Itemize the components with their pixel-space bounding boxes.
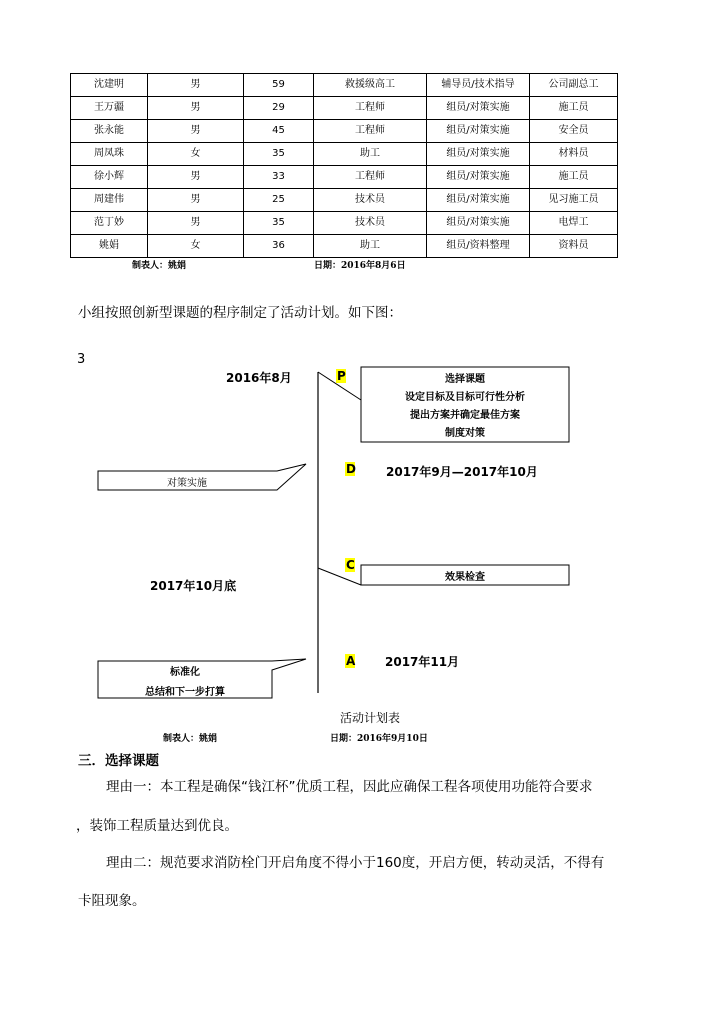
plan-title: 活动计划表 [340, 711, 401, 725]
member-gender-cell: 男 [148, 166, 244, 189]
member-age-cell: 25 [244, 189, 314, 212]
member-title-cell: 助工 [314, 143, 427, 166]
section-heading: 三．选择课题 [78, 753, 159, 769]
table-row [71, 74, 618, 97]
member-position-cell: 施工员 [530, 97, 618, 120]
member-role-cell: 组员/对策实施 [427, 120, 530, 143]
member-title-cell: 工程师 [314, 97, 427, 120]
members-table-body [71, 74, 618, 258]
member-age-cell: 59 [244, 74, 314, 97]
members-table [70, 73, 618, 258]
member-title-cell: 助工 [314, 235, 427, 258]
a-box-text-1: 标准化 [170, 667, 200, 678]
member-position-cell: 见习施工员 [530, 189, 618, 212]
plan-maker: 制表人：姚娟 [163, 734, 218, 744]
p-item-4: 制度对策 [445, 428, 485, 439]
table-row [71, 120, 618, 143]
member-age-cell: 45 [244, 120, 314, 143]
d-box-text: 对策实施 [167, 478, 207, 489]
d-letter: D [346, 462, 356, 476]
reason1-line1: 理由一：本工程是确保“钱江杯”优质工程，因此应确保工程各项使用功能符合要求 [106, 779, 593, 795]
member-age-cell: 35 [244, 212, 314, 235]
p-item-2: 设定目标及目标可行性分析 [405, 392, 525, 403]
member-age-cell: 35 [244, 143, 314, 166]
member-role-cell: 组员/对策实施 [427, 189, 530, 212]
member-position-cell: 电焊工 [530, 212, 618, 235]
table-date: 日期：2016年8月6日 [314, 261, 406, 271]
table-maker: 制表人：姚娟 [132, 261, 187, 271]
reason2-line2: 卡阻现象。 [78, 893, 146, 909]
member-position-cell: 安全员 [530, 120, 618, 143]
member-position-cell: 施工员 [530, 166, 618, 189]
member-role-cell: 辅导员/技术指导 [427, 74, 530, 97]
member-gender-cell: 男 [148, 97, 244, 120]
c-box-text: 效果检查 [445, 572, 485, 583]
p-letter: P [337, 369, 346, 383]
member-role-cell: 组员/对策实施 [427, 212, 530, 235]
member-position-cell: 资料员 [530, 235, 618, 258]
p-item-1: 选择课题 [445, 374, 485, 385]
member-name-cell: 张永能 [71, 120, 148, 143]
member-gender-cell: 女 [148, 143, 244, 166]
member-role-cell: 组员/对策实施 [427, 97, 530, 120]
table-row [71, 97, 618, 120]
member-age-cell: 29 [244, 97, 314, 120]
reason1-line2: ，装饰工程质量达到优良。 [76, 818, 238, 834]
member-role-cell: 组员/资料整理 [427, 235, 530, 258]
member-age-cell: 33 [244, 166, 314, 189]
table-row [71, 212, 618, 235]
member-age-cell: 36 [244, 235, 314, 258]
section-number: 3 [77, 352, 86, 367]
member-gender-cell: 男 [148, 212, 244, 235]
a-date: 2017年11月 [385, 655, 460, 669]
member-role-cell: 组员/对策实施 [427, 166, 530, 189]
member-role-cell: 组员/对策实施 [427, 143, 530, 166]
member-title-cell: 技术员 [314, 189, 427, 212]
member-name-cell: 周建伟 [71, 189, 148, 212]
a-box-text-2: 总结和下一步打算 [145, 687, 225, 698]
intro-text: 小组按照创新型课题的程序制定了活动计划。如下图： [78, 305, 402, 321]
p-date: 2016年8月 [226, 371, 292, 385]
a-letter: A [346, 654, 356, 668]
member-name-cell: 徐小辉 [71, 166, 148, 189]
d-date: 2017年9月—2017年10月 [386, 465, 538, 479]
p-item-3: 提出方案并确定最佳方案 [410, 410, 520, 421]
table-row [71, 189, 618, 212]
table-row [71, 143, 618, 166]
member-name-cell: 周凤珠 [71, 143, 148, 166]
member-position-cell: 公司副总工 [530, 74, 618, 97]
member-title-cell: 工程师 [314, 120, 427, 143]
reason2-line1: 理由二：规范要求消防栓门开启角度不得小于160度，开启方便，转动灵活，不得有 [106, 855, 605, 871]
member-title-cell: 技术员 [314, 212, 427, 235]
member-gender-cell: 女 [148, 235, 244, 258]
member-gender-cell: 男 [148, 120, 244, 143]
c-letter: C [346, 558, 355, 572]
member-title-cell: 工程师 [314, 166, 427, 189]
plan-date: 日期：2016年9月10日 [330, 734, 428, 744]
table-row [71, 235, 618, 258]
c-date: 2017年10月底 [150, 579, 237, 593]
member-gender-cell: 男 [148, 189, 244, 212]
member-name-cell: 范丁妙 [71, 212, 148, 235]
member-name-cell: 沈建明 [71, 74, 148, 97]
member-position-cell: 材料员 [530, 143, 618, 166]
member-title-cell: 救援级高工 [314, 74, 427, 97]
member-name-cell: 王万疆 [71, 97, 148, 120]
table-row [71, 166, 618, 189]
member-gender-cell: 男 [148, 74, 244, 97]
member-name-cell: 姚娟 [71, 235, 148, 258]
